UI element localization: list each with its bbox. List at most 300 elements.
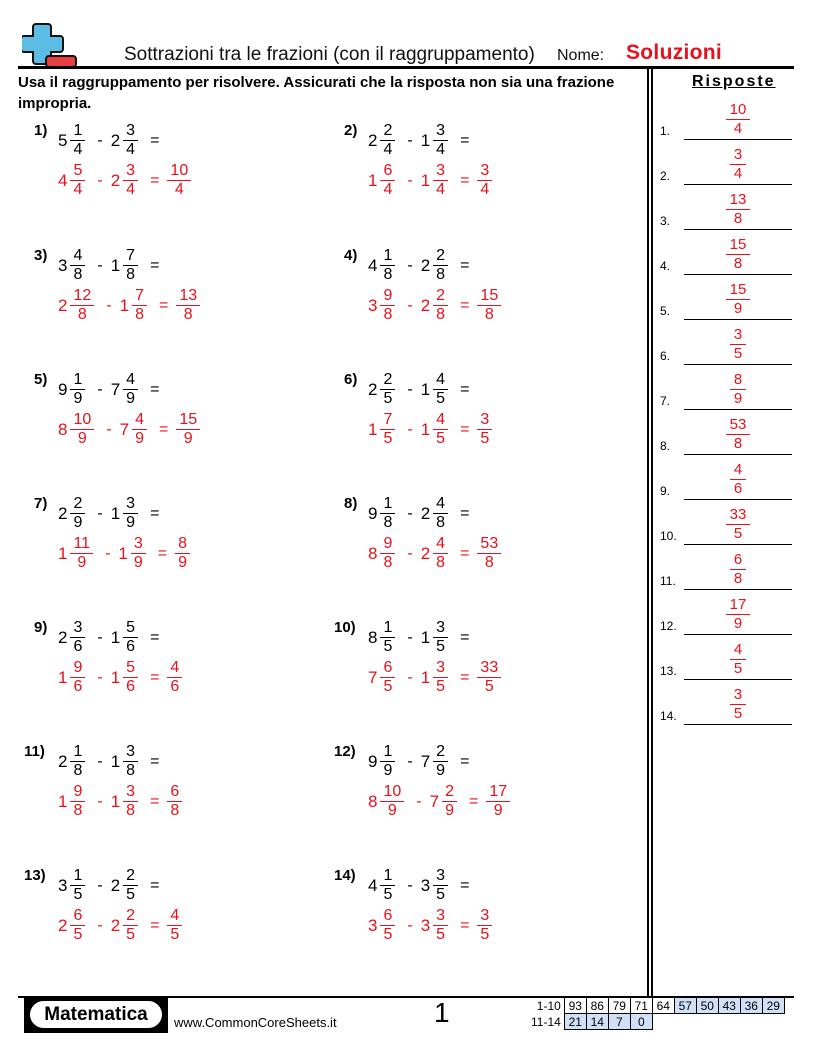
whole-number: 2 — [58, 295, 68, 315]
problem-9 — [30, 619, 320, 719]
fraction — [477, 535, 501, 572]
score-table — [528, 997, 785, 1030]
fraction — [477, 659, 501, 696]
numerator: 2 — [442, 783, 457, 802]
fraction — [380, 535, 395, 572]
fraction — [123, 867, 138, 904]
score-row — [528, 998, 784, 1014]
column-divider — [647, 68, 649, 996]
whole-number: 1 — [58, 791, 68, 811]
solution-row — [58, 411, 206, 448]
fraction — [433, 411, 448, 448]
answer-item — [660, 501, 792, 545]
whole-number: 4 — [368, 255, 378, 275]
problem-number: 5) — [34, 371, 48, 388]
fraction — [433, 247, 448, 284]
denominator: 9 — [733, 390, 743, 407]
denominator: 5 — [436, 678, 446, 695]
fraction — [433, 867, 448, 904]
fraction — [167, 162, 191, 199]
answer-line — [684, 184, 792, 186]
whole-number: 3 — [420, 875, 431, 895]
fraction — [123, 907, 138, 944]
solution-row — [368, 162, 498, 199]
score-cell: 50 — [696, 998, 718, 1014]
denominator: 5 — [436, 638, 446, 655]
score-cell: 64 — [652, 998, 674, 1014]
minus-sign: - — [407, 380, 413, 398]
question-row — [58, 495, 167, 532]
whole-number: 8 — [368, 627, 378, 647]
score-cell: 43 — [718, 998, 740, 1014]
denominator: 6 — [170, 678, 180, 695]
minus-sign: - — [97, 504, 103, 522]
denominator: 9 — [73, 514, 83, 531]
numerator: 3 — [123, 122, 138, 141]
minus-sign: - — [97, 916, 103, 934]
solution-row — [368, 659, 507, 696]
denominator: 9 — [178, 554, 188, 571]
fraction — [380, 495, 395, 532]
score-empty — [652, 1014, 674, 1030]
numerator: 1 — [380, 495, 395, 514]
whole-number: 2 — [420, 503, 431, 523]
score-cell: 29 — [762, 998, 784, 1014]
minus-sign: - — [97, 752, 103, 770]
whole-number: 2 — [110, 170, 121, 190]
minus-sign: - — [105, 544, 111, 562]
fraction — [380, 619, 395, 656]
whole-number: 1 — [110, 255, 121, 275]
answer-fraction — [718, 551, 758, 588]
minus-sign: - — [97, 628, 103, 646]
denominator: 4 — [733, 120, 743, 137]
whole-number: 2 — [58, 915, 68, 935]
numerator: 3 — [433, 867, 448, 886]
fraction — [123, 659, 138, 696]
solution-row — [58, 783, 188, 820]
numerator: 1 — [380, 743, 395, 762]
fraction — [380, 247, 395, 284]
numerator: 10 — [167, 162, 191, 181]
score-empty — [696, 1014, 718, 1030]
question-row — [368, 122, 477, 159]
equals-sign: = — [460, 171, 470, 189]
denominator: 8 — [73, 266, 83, 283]
numerator: 17 — [486, 783, 510, 802]
answer-number: 4. — [660, 259, 671, 273]
denominator: 5 — [733, 660, 743, 677]
solution-row — [58, 907, 188, 944]
header-divider — [18, 66, 794, 69]
problem-number: 6) — [344, 371, 358, 388]
score-cell: 36 — [740, 998, 762, 1014]
score-empty — [762, 1014, 784, 1030]
denominator: 8 — [733, 570, 743, 587]
denominator: 4 — [436, 181, 446, 198]
denominator: 5 — [73, 926, 83, 943]
numerator: 3 — [123, 783, 138, 802]
solution-row — [368, 907, 498, 944]
numerator: 1 — [380, 867, 395, 886]
numerator: 1 — [70, 371, 85, 390]
answer-line — [684, 229, 792, 231]
equals-sign: = — [150, 876, 160, 894]
whole-number: 3 — [58, 875, 68, 895]
answer-item — [660, 636, 792, 680]
denominator: 8 — [383, 514, 393, 531]
whole-number: 1 — [110, 751, 121, 771]
denominator: 4 — [73, 141, 83, 158]
denominator: 9 — [383, 762, 393, 779]
problem-1 — [30, 122, 320, 222]
page-number: 1 — [434, 997, 450, 1028]
numerator: 1 — [70, 867, 85, 886]
problem-11 — [24, 743, 320, 843]
answer-item — [660, 591, 792, 635]
numerator: 3 — [477, 162, 492, 181]
score-empty — [740, 1014, 762, 1030]
minus-sign: - — [97, 668, 103, 686]
denominator: 8 — [126, 266, 136, 283]
fraction — [433, 907, 448, 944]
question-row — [368, 495, 477, 532]
denominator: 5 — [383, 926, 393, 943]
answer-item — [660, 141, 792, 185]
denominator: 5 — [126, 926, 136, 943]
numerator: 6 — [380, 162, 395, 181]
solution-row — [58, 535, 196, 572]
problem-8 — [340, 495, 630, 595]
numerator: 9 — [380, 287, 395, 306]
numerator: 2 — [380, 371, 395, 390]
answer-number: 12. — [660, 619, 677, 633]
numerator: 7 — [132, 287, 147, 306]
fraction — [70, 371, 85, 408]
answer-fraction — [718, 596, 758, 633]
denominator: 8 — [484, 306, 494, 323]
equals-sign: = — [460, 668, 470, 686]
denominator: 8 — [77, 306, 87, 323]
denominator: 9 — [387, 802, 397, 819]
numerator: 4 — [132, 411, 147, 430]
answer-fraction — [718, 416, 758, 453]
question-row — [58, 122, 167, 159]
problem-10 — [334, 619, 630, 719]
equals-sign: = — [150, 380, 160, 398]
whole-number: 9 — [368, 503, 378, 523]
fraction — [132, 411, 147, 448]
denominator: 5 — [383, 678, 393, 695]
footer-url: www.CommonCoreSheets.it — [174, 1015, 337, 1030]
problem-12 — [334, 743, 630, 843]
fraction — [477, 287, 501, 324]
minus-sign: - — [407, 296, 413, 314]
question-row — [58, 743, 167, 780]
numerator: 4 — [167, 659, 182, 678]
answer-fraction — [718, 371, 758, 408]
denominator: 5 — [436, 430, 446, 447]
denominator: 9 — [733, 300, 743, 317]
denominator: 8 — [383, 306, 393, 323]
numerator: 4 — [433, 535, 448, 554]
numerator: 6 — [380, 659, 395, 678]
name-label: Nome: — [557, 47, 605, 64]
fraction — [380, 907, 395, 944]
question-row — [368, 743, 477, 780]
fraction — [175, 535, 190, 572]
answer-item — [660, 96, 792, 140]
denominator: 8 — [183, 306, 193, 323]
numerator: 4 — [433, 495, 448, 514]
numerator: 13 — [726, 191, 751, 210]
numerator: 4 — [433, 371, 448, 390]
numerator: 17 — [726, 596, 751, 615]
whole-number: 4 — [368, 875, 378, 895]
denominator: 4 — [383, 181, 393, 198]
whole-number: 2 — [58, 751, 68, 771]
fraction — [380, 371, 395, 408]
fraction — [442, 783, 457, 820]
denominator: 4 — [73, 181, 83, 198]
denominator: 8 — [73, 802, 83, 819]
whole-number: 1 — [420, 419, 431, 439]
denominator: 5 — [126, 886, 136, 903]
answer-line — [684, 589, 792, 591]
minus-sign: - — [106, 420, 112, 438]
numerator: 3 — [123, 495, 138, 514]
numerator: 7 — [123, 247, 138, 266]
numerator: 9 — [70, 783, 85, 802]
equals-sign: = — [158, 420, 169, 438]
denominator: 4 — [174, 181, 184, 198]
numerator: 8 — [175, 535, 190, 554]
score-cell: 71 — [630, 998, 652, 1014]
denominator: 9 — [73, 390, 83, 407]
numerator: 6 — [70, 907, 85, 926]
fraction — [123, 371, 138, 408]
equals-sign: = — [468, 792, 479, 810]
whole-number: 7 — [110, 379, 121, 399]
numerator: 10 — [380, 783, 404, 802]
answer-fraction — [718, 506, 758, 543]
fraction — [70, 287, 94, 324]
solution-row — [58, 287, 206, 324]
denominator: 5 — [170, 926, 180, 943]
numerator: 8 — [730, 371, 746, 390]
problem-3 — [30, 247, 320, 347]
numerator: 2 — [70, 495, 85, 514]
answer-item — [660, 231, 792, 275]
numerator: 3 — [433, 659, 448, 678]
question-row — [368, 247, 477, 284]
denominator: 8 — [126, 762, 136, 779]
fraction — [123, 783, 138, 820]
equals-sign: = — [460, 420, 470, 438]
numerator: 3 — [433, 907, 448, 926]
denominator: 9 — [126, 514, 136, 531]
numerator: 4 — [123, 371, 138, 390]
question-row — [368, 867, 477, 904]
fraction — [380, 411, 395, 448]
answer-item — [660, 546, 792, 590]
denominator: 4 — [383, 141, 393, 158]
minus-sign: - — [106, 296, 112, 314]
answer-fraction — [718, 641, 758, 678]
whole-number: 1 — [110, 667, 121, 687]
numerator: 2 — [433, 743, 448, 762]
question-row — [58, 867, 167, 904]
denominator: 5 — [733, 705, 743, 722]
whole-number: 1 — [368, 170, 378, 190]
numerator: 5 — [70, 162, 85, 181]
denominator: 9 — [77, 554, 87, 571]
numerator: 15 — [477, 287, 501, 306]
numerator: 2 — [433, 287, 448, 306]
minus-sign: - — [97, 171, 103, 189]
denominator: 5 — [436, 390, 446, 407]
denominator: 5 — [383, 390, 393, 407]
whole-number: 1 — [58, 667, 68, 687]
answer-line — [684, 544, 792, 546]
answer-line — [684, 724, 792, 726]
numerator: 15 — [176, 411, 200, 430]
score-cell: 57 — [674, 998, 696, 1014]
answer-number: 13. — [660, 664, 677, 678]
minus-sign: - — [407, 504, 413, 522]
answer-number: 10. — [660, 529, 677, 543]
numerator: 2 — [123, 867, 138, 886]
denominator: 9 — [133, 554, 143, 571]
whole-number: 7 — [420, 751, 431, 771]
fraction — [70, 495, 85, 532]
numerator: 3 — [433, 122, 448, 141]
denominator: 5 — [383, 638, 393, 655]
numerator: 3 — [123, 743, 138, 762]
solution-row — [368, 783, 516, 820]
minus-sign: - — [97, 380, 103, 398]
numerator: 15 — [726, 281, 751, 300]
fraction — [380, 743, 395, 780]
whole-number: 1 — [420, 130, 431, 150]
problem-number: 12) — [334, 743, 356, 760]
whole-number: 2 — [420, 255, 431, 275]
problem-13 — [24, 867, 320, 967]
problem-5 — [30, 371, 320, 471]
fraction — [70, 162, 85, 199]
minus-sign: - — [407, 668, 413, 686]
numerator: 4 — [167, 907, 182, 926]
fraction — [123, 495, 138, 532]
whole-number: 1 — [420, 170, 431, 190]
minus-sign: - — [407, 256, 413, 274]
numerator: 2 — [433, 247, 448, 266]
numerator: 33 — [477, 659, 501, 678]
whole-number: 2 — [58, 627, 68, 647]
problem-number: 3) — [34, 247, 48, 264]
fraction — [123, 619, 138, 656]
whole-number: 2 — [110, 875, 121, 895]
fraction — [123, 162, 138, 199]
equals-sign: = — [460, 131, 470, 149]
fraction — [167, 659, 182, 696]
answer-fraction — [718, 236, 758, 273]
numerator: 3 — [730, 686, 746, 705]
denominator: 8 — [135, 306, 144, 323]
fraction — [70, 783, 85, 820]
minus-sign: - — [97, 792, 103, 810]
fraction — [70, 247, 85, 284]
numerator: 3 — [433, 619, 448, 638]
whole-number: 1 — [420, 379, 431, 399]
whole-number: 1 — [420, 667, 431, 687]
answer-line — [684, 679, 792, 681]
denominator: 8 — [436, 266, 446, 283]
fraction — [131, 535, 146, 572]
whole-number: 1 — [110, 627, 121, 647]
fraction — [433, 495, 448, 532]
numerator: 1 — [70, 122, 85, 141]
denominator: 8 — [733, 210, 743, 227]
equals-sign: = — [460, 876, 470, 894]
whole-number: 1 — [368, 419, 378, 439]
equals-sign: = — [460, 544, 470, 562]
numerator: 9 — [70, 659, 85, 678]
numerator: 3 — [433, 162, 448, 181]
fraction — [70, 619, 85, 656]
numerator: 3 — [730, 146, 746, 165]
whole-number: 2 — [368, 379, 378, 399]
footer-brand: Matematica — [30, 1001, 162, 1028]
fraction — [123, 247, 138, 284]
equals-sign: = — [150, 916, 160, 934]
fraction — [433, 659, 448, 696]
score-cell: 0 — [630, 1014, 652, 1030]
numerator: 3 — [477, 907, 492, 926]
minus-sign: - — [407, 876, 413, 894]
fraction — [380, 287, 395, 324]
numerator: 2 — [123, 907, 138, 926]
fraction — [123, 122, 138, 159]
fraction — [176, 287, 200, 324]
problem-number: 14) — [334, 867, 356, 884]
denominator: 4 — [733, 165, 743, 182]
answer-line — [684, 139, 792, 141]
problem-7 — [30, 495, 320, 595]
denominator: 8 — [733, 255, 743, 272]
equals-sign: = — [460, 504, 470, 522]
whole-number: 3 — [368, 915, 378, 935]
answer-item — [660, 276, 792, 320]
denominator: 8 — [383, 266, 393, 283]
answer-item — [660, 411, 792, 455]
numerator: 4 — [730, 641, 746, 660]
fraction — [123, 743, 138, 780]
numerator: 3 — [131, 535, 146, 554]
name-value: Soluzioni — [626, 41, 723, 64]
answer-number: 8. — [660, 439, 671, 453]
fraction — [176, 411, 200, 448]
whole-number: 1 — [110, 791, 121, 811]
answer-item — [660, 681, 792, 725]
equals-sign: = — [150, 504, 160, 522]
whole-number: 7 — [119, 419, 130, 439]
whole-number: 2 — [110, 915, 121, 935]
answer-line — [684, 274, 792, 276]
fraction — [477, 162, 492, 199]
denominator: 9 — [493, 802, 503, 819]
question-row — [368, 371, 477, 408]
